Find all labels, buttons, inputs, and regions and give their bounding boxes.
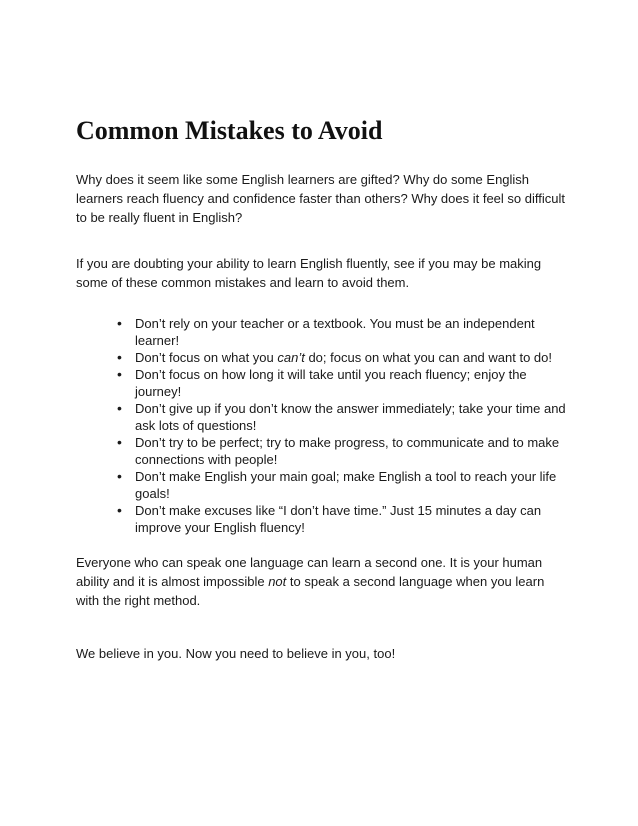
list-item — [117, 502, 567, 536]
list-item-emphasis: can’t — [277, 350, 305, 365]
list-item — [117, 400, 567, 434]
everyone-text-after: to speak a second language when you learn with the right method. — [76, 574, 545, 608]
intro-paragraph: Why does it seem like some English learners are gifted? Why do some English learners reach fluency and confidence faster than others? Why does it feel so difficult to be really fluent in English? — [76, 172, 565, 225]
doubt-paragraph: If you are doubting your ability to learn English fluently, see if you may be making some of these common mistakes and learn to avoid them. — [76, 256, 542, 290]
bullet-icon: • — [117, 400, 122, 416]
list-item-text-after: do; focus on what you can and want to do! — [304, 350, 552, 365]
everyone-paragraph — [76, 553, 566, 610]
list-item — [117, 366, 567, 400]
mistakes-list — [76, 315, 567, 536]
document-page — [76, 116, 566, 663]
list-item — [117, 315, 567, 349]
bullet-icon: • — [117, 468, 122, 484]
list-item-text: Don’t give up if you don’t know the answer immediately; take your time and ask lots of questions! — [135, 401, 566, 433]
list-item — [117, 434, 567, 468]
bullet-icon: • — [117, 349, 122, 365]
list-item-text: Don’t focus on how long it will take until you reach fluency; enjoy the journey! — [135, 367, 527, 399]
bullet-icon: • — [117, 315, 122, 331]
bullet-icon: • — [117, 434, 122, 450]
list-item-text: Don’t rely on your teacher or a textbook. You must be an independent learner! — [135, 316, 535, 348]
list-item — [117, 468, 567, 502]
everyone-emphasis: not — [268, 574, 287, 589]
page-title: Common Mistakes to Avoid — [76, 116, 383, 145]
list-item-text: Don’t make excuses like “I don’t have time.” Just 15 minutes a day can improve your English fluency! — [135, 503, 542, 535]
everyone-text-before: Everyone who can speak one language can learn a second one. It is your human ability and it is almost impossible — [76, 555, 543, 589]
list-item-text-before: Don’t focus on what you — [135, 350, 278, 365]
list-item-text: Don’t try to be perfect; try to make progress, to communicate and to make connections with people! — [135, 435, 560, 467]
bullet-icon: • — [117, 502, 122, 518]
list-item — [117, 349, 567, 366]
closing-paragraph: We believe in you. Now you need to believe in you, too! — [76, 646, 396, 661]
list-item-text: Don’t make English your main goal; make English a tool to reach your life goals! — [135, 469, 557, 501]
bullet-icon: • — [117, 366, 122, 382]
